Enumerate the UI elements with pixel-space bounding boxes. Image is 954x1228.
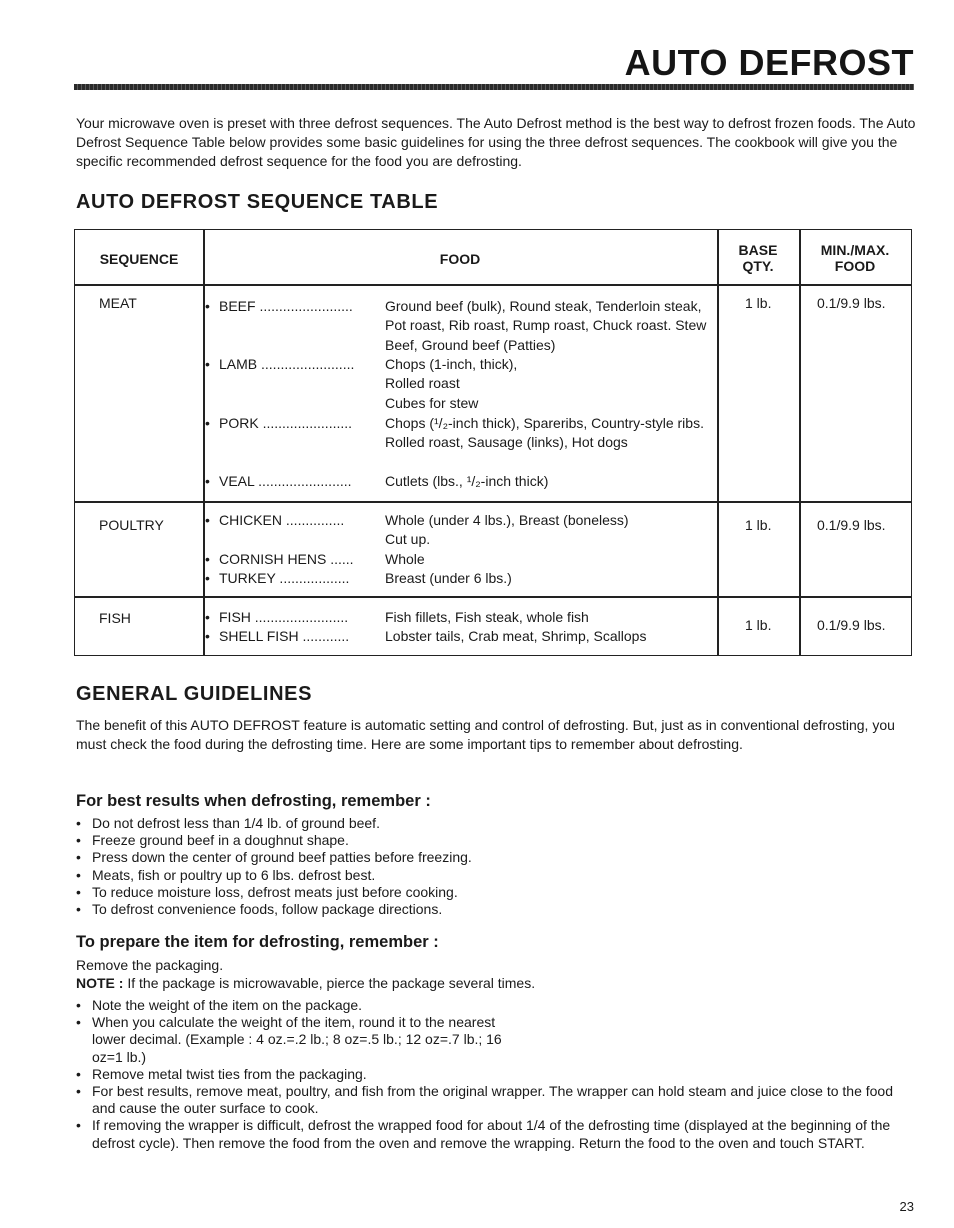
table-divider	[203, 230, 205, 655]
base-qty-cell: 1 lb.	[745, 295, 772, 311]
food-description: Breast (under 6 lbs.)	[385, 570, 512, 586]
title-rule	[74, 84, 914, 90]
list-item	[76, 867, 916, 884]
bullet-icon: •	[76, 849, 81, 866]
minmax-cell: 0.1/9.9 lbs.	[817, 295, 886, 311]
table-divider	[75, 596, 911, 598]
food-name: SHELL FISH ............	[219, 628, 350, 644]
food-name: FISH ........................	[219, 609, 349, 625]
header-minmax	[799, 242, 911, 274]
prepare-list	[76, 997, 916, 1152]
defrost-table	[74, 229, 912, 656]
note-label: NOTE :	[76, 975, 124, 991]
bullet-icon: •	[205, 551, 210, 567]
table-divider	[799, 230, 801, 655]
best-results-heading: For best results when defrosting, remember :	[76, 792, 431, 810]
header-minmax-line1: MIN./MAX.	[820, 242, 890, 258]
bullet-icon: •	[205, 473, 210, 489]
list-item	[76, 901, 916, 918]
food-name: CHICKEN ...............	[219, 512, 345, 528]
food-description: Chops (1-inch, thick),	[385, 356, 518, 372]
food-description: Rolled roast	[385, 375, 460, 391]
list-item	[76, 1014, 512, 1066]
base-qty-cell: 1 lb.	[745, 617, 772, 633]
prepare-heading: To prepare the item for defrosting, remember :	[76, 933, 439, 951]
bullet-icon: •	[76, 815, 81, 831]
list-item	[76, 1066, 916, 1083]
bullet-icon: •	[76, 1117, 81, 1134]
food-description: Cutlets (lbs., ¹/₂-inch thick)	[385, 473, 549, 489]
bullet-icon: •	[205, 512, 210, 528]
list-item-text: Freeze ground beef in a doughnut shape.	[92, 832, 349, 849]
bullet-icon: •	[76, 866, 81, 883]
best-results-list	[76, 815, 916, 918]
table-heading: AUTO DEFROST SEQUENCE TABLE	[76, 191, 439, 213]
list-item-text: Meats, fish or poultry up to 6 lbs. defrost best.	[92, 866, 376, 883]
food-description: Cut up.	[385, 531, 431, 547]
page-number: 23	[899, 1199, 914, 1214]
list-item-text: To reduce moisture loss, defrost meats just before cooking.	[92, 883, 458, 900]
food-name: VEAL ........................	[219, 473, 352, 489]
food-name: LAMB ........................	[219, 356, 355, 372]
general-heading: GENERAL GUIDELINES	[76, 683, 313, 705]
bullet-icon: •	[205, 609, 210, 625]
food-name: CORNISH HENS ......	[219, 551, 354, 567]
bullet-icon: •	[205, 415, 210, 431]
general-paragraph: The benefit of this AUTO DEFROST feature is automatic setting and control of defrosting. But, just as in conventional defrosting, you must check the food during the defrosting time. Here are some important tips to remember about defrosting.	[76, 717, 895, 752]
list-item-text: When you calculate the weight of the item, round it to the nearest lower decimal. (Example : 4 oz.=.2 lb.; 8 oz=.5 lb.; 12 oz=.7 lb.; 16 oz=1 lb.)	[92, 1014, 502, 1065]
food-description: Cubes for stew	[385, 395, 479, 411]
bullet-icon: •	[76, 883, 81, 900]
sequence-cell: POULTRY	[99, 517, 164, 533]
prepare-line: Remove the packaging.	[76, 957, 224, 973]
header-base-qty-line1: BASE	[738, 242, 778, 258]
list-item-text: Do not defrost less than 1/4 lb. of ground beef.	[92, 815, 380, 831]
list-item-text: To defrost convenience foods, follow package directions.	[92, 901, 443, 918]
note-text: If the package is microwavable, pierce the package several times.	[123, 975, 536, 991]
header-food: FOOD	[439, 251, 481, 267]
base-qty-cell: 1 lb.	[745, 517, 772, 533]
sequence-cell: FISH	[99, 610, 131, 626]
bullet-icon: •	[76, 1014, 81, 1031]
list-item	[76, 1083, 916, 1117]
list-item	[76, 815, 916, 832]
list-item	[76, 832, 916, 849]
list-item-text: For best results, remove meat, poultry, and fish from the original wrapper. The wrapper can hold steam and juice close to the food and cause the outer surface to cook.	[92, 1083, 894, 1117]
list-item-text: Remove metal twist ties from the packaging.	[92, 1065, 367, 1082]
header-base-qty	[717, 242, 799, 274]
list-item-text: Press down the center of ground beef patties before freezing.	[92, 849, 472, 866]
bullet-icon: •	[205, 570, 210, 586]
table-divider	[75, 501, 911, 503]
list-item	[76, 997, 916, 1014]
food-name: BEEF ........................	[219, 298, 353, 314]
page-title: AUTO DEFROST	[624, 42, 914, 83]
food-name: PORK .......................	[219, 415, 353, 431]
bullet-icon: •	[76, 1065, 81, 1082]
food-description: Whole (under 4 lbs.), Breast (boneless)	[385, 512, 629, 528]
header-base-qty-line2: QTY.	[742, 258, 774, 274]
bullet-icon: •	[76, 997, 81, 1013]
bullet-icon: •	[205, 298, 210, 314]
header-minmax-line2: FOOD	[834, 258, 876, 274]
sequence-cell: MEAT	[99, 295, 137, 311]
bullet-icon: •	[205, 628, 210, 644]
bullet-icon: •	[76, 832, 81, 849]
food-description: Ground beef (bulk), Round steak, Tenderloin steak, Pot roast, Rib roast, Rump roast, Chuck roast. Stew Beef, Ground beef (Patties)	[385, 298, 707, 353]
minmax-cell: 0.1/9.9 lbs.	[817, 617, 886, 633]
bullet-icon: •	[76, 901, 81, 918]
food-description: Lobster tails, Crab meat, Shrimp, Scallops	[385, 628, 647, 644]
list-item	[76, 884, 916, 901]
bullet-icon: •	[205, 356, 210, 372]
list-item-text: Note the weight of the item on the package.	[92, 997, 363, 1013]
intro-paragraph: Your microwave oven is preset with three defrost sequences. The Auto Defrost method is the best way to defrost frozen foods. The Auto Defrost Sequence Table below provides some basic guidelines for using the three defrost sequences. The cookbook will give you the specific recommended defrost sequence for the food you are defrosting.	[76, 115, 916, 169]
header-sequence: SEQUENCE	[99, 251, 179, 267]
list-item-text: If removing the wrapper is difficult, defrost the wrapped food for about 1/4 of the defrosting time (displayed at the beginning of the defrost cycle). Then remove the food from the oven and remove the wrapping. Return the food to the oven and touch START.	[92, 1117, 891, 1151]
minmax-cell: 0.1/9.9 lbs.	[817, 517, 886, 533]
table-divider	[75, 284, 911, 286]
bullet-icon: •	[76, 1083, 81, 1100]
food-name: TURKEY ..................	[219, 570, 350, 586]
list-item	[76, 849, 916, 866]
note-line	[76, 974, 535, 992]
food-description: Whole	[385, 551, 425, 567]
food-description: Chops (¹/₂-inch thick), Spareribs, Country-style ribs. Rolled roast, Sausage (links), Hot dogs	[385, 415, 704, 451]
list-item	[76, 1117, 916, 1151]
food-description: Fish fillets, Fish steak, whole fish	[385, 609, 589, 625]
